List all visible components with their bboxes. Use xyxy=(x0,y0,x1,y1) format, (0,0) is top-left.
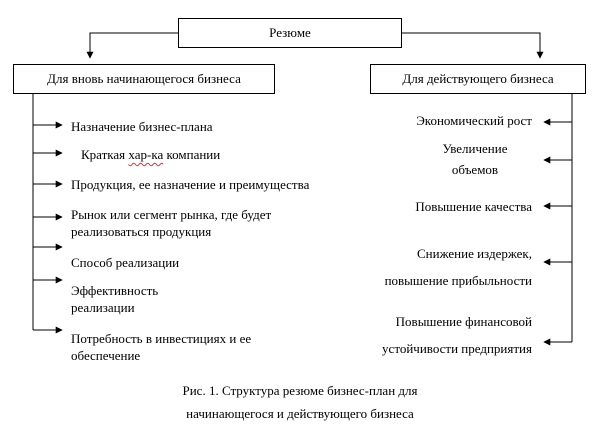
left-item-3 xyxy=(71,176,309,193)
left-item-4 xyxy=(71,206,271,240)
left-item-6-line-2: реализации xyxy=(71,300,135,315)
left-item-7 xyxy=(71,330,251,364)
left-item-2 xyxy=(81,146,220,163)
caption-line-1: Рис. 1. Структура резюме бизнес-план для xyxy=(182,383,418,398)
right-header-box xyxy=(370,64,586,94)
root-to-right-connector xyxy=(402,33,540,58)
left-item-7-line-2: обеспечение xyxy=(71,348,141,363)
root-label: Резюме xyxy=(269,25,311,40)
left-item-2-suffix: компании xyxy=(163,147,221,162)
left-header-label: Для вновь начинающегося бизнеса xyxy=(47,71,241,86)
left-item-2-prefix: Краткая xyxy=(81,147,129,162)
right-header-label: Для действующего бизнеса xyxy=(402,71,554,86)
left-item-1-line: Назначение бизнес-плана xyxy=(71,119,213,134)
right-item-2 xyxy=(420,140,530,178)
right-item-5-line-2: устойчивости предприятия xyxy=(382,341,532,356)
left-item-3-line: Продукция, ее назначение и преимущества xyxy=(71,177,310,192)
right-item-3-line: Повышение качества xyxy=(415,199,532,214)
root-to-left-connector xyxy=(90,33,178,58)
left-item-1 xyxy=(71,118,213,135)
right-item-1-line: Экономический рост xyxy=(416,113,532,128)
left-item-6 xyxy=(71,282,158,316)
right-item-5 xyxy=(382,313,532,357)
right-item-4-line-1: Снижение издержек, xyxy=(417,246,532,261)
left-item-4-line-1: Рынок или сегмент рынка, где будет xyxy=(71,207,272,222)
right-item-4 xyxy=(385,245,532,289)
caption-line-2: начинающегося и действующего бизнеса xyxy=(186,406,414,421)
right-item-1 xyxy=(416,112,532,129)
left-item-5-line: Способ реализации xyxy=(71,255,180,270)
left-item-5 xyxy=(71,254,179,271)
right-item-3 xyxy=(415,198,532,215)
left-header-box xyxy=(13,64,275,94)
root-box xyxy=(178,18,402,48)
right-item-2-line-2: объемов xyxy=(451,162,499,177)
right-item-2-line-1: Увеличение xyxy=(442,141,508,156)
right-item-5-line-1: Повышение финансовой xyxy=(395,314,532,329)
left-item-2-misspelled-word: хар-ка xyxy=(128,147,164,162)
left-item-4-line-2: реализоваться продукция xyxy=(71,224,212,239)
left-item-2-line xyxy=(81,146,220,163)
figure-caption xyxy=(100,382,500,422)
left-item-7-line-1: Потребность в инвестициях и ее xyxy=(71,331,252,346)
right-item-4-line-2: повышение прибыльности xyxy=(384,273,532,288)
left-item-6-line-1: Эффективность xyxy=(71,283,159,298)
